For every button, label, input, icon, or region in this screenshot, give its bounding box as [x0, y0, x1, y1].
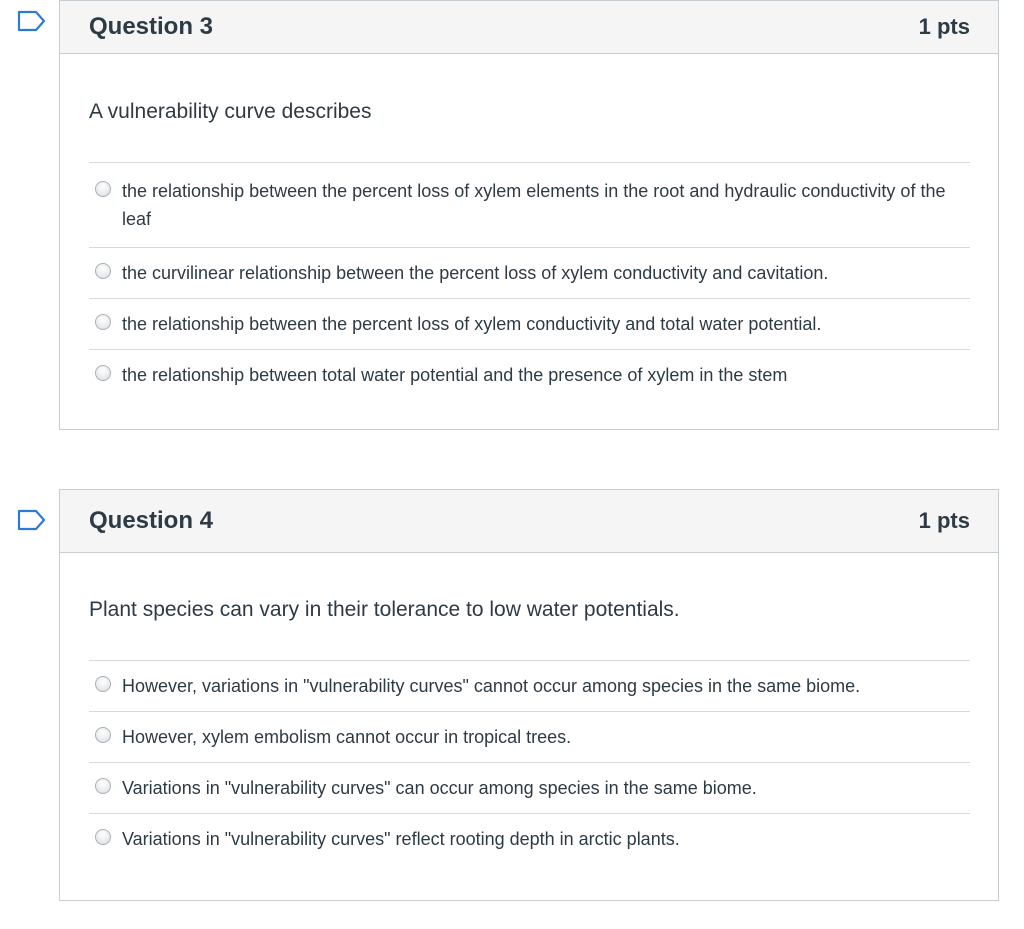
flag-question-icon[interactable] [16, 10, 46, 32]
answer-label: the relationship between the percent loss of xylem elements in the root and hydraulic conductivity of the leaf [122, 181, 946, 229]
answer-label: Variations in "vulnerability curves" reflect rooting depth in arctic plants. [122, 829, 680, 849]
radio-button[interactable] [95, 314, 111, 330]
answer-option[interactable] [89, 712, 970, 763]
answer-list [89, 162, 970, 400]
radio-button[interactable] [95, 778, 111, 794]
answer-label: However, variations in "vulnerability curves" cannot occur among species in the same biome. [122, 676, 861, 696]
question-body [60, 553, 998, 864]
answer-option[interactable] [89, 661, 970, 712]
question-text: Plant species can vary in their tolerance to low water potentials. [89, 598, 680, 621]
answer-label: However, xylem embolism cannot occur in tropical trees. [122, 727, 572, 747]
question-3-card [59, 0, 999, 430]
flag-question-icon[interactable] [16, 509, 46, 531]
question-body [60, 54, 998, 400]
question-title: Question 3 [89, 13, 214, 40]
radio-button[interactable] [95, 676, 111, 692]
question-points: 1 pts [918, 508, 970, 533]
question-points: 1 pts [918, 14, 970, 39]
radio-button[interactable] [95, 263, 111, 279]
answer-option[interactable] [89, 299, 970, 350]
radio-button[interactable] [95, 727, 111, 743]
answer-list [89, 660, 970, 864]
answer-option[interactable] [89, 763, 970, 814]
question-4-card [59, 489, 999, 901]
question-header [60, 1, 998, 54]
radio-button[interactable] [95, 829, 111, 845]
answer-label: the relationship between the percent loss of xylem conductivity and total water potential. [122, 314, 822, 334]
answer-label: the relationship between total water potential and the presence of xylem in the stem [122, 365, 788, 385]
radio-button[interactable] [95, 365, 111, 381]
question-title: Question 4 [89, 507, 214, 534]
answer-option[interactable] [89, 163, 970, 248]
answer-option[interactable] [89, 814, 970, 864]
answer-option[interactable] [89, 248, 970, 299]
answer-option[interactable] [89, 350, 970, 400]
answer-label: Variations in "vulnerability curves" can occur among species in the same biome. [122, 778, 757, 798]
question-header [60, 490, 998, 553]
question-text: A vulnerability curve describes [89, 100, 372, 123]
answer-label: the curvilinear relationship between the percent loss of xylem conductivity and cavitation. [122, 263, 829, 283]
radio-button[interactable] [95, 181, 111, 197]
